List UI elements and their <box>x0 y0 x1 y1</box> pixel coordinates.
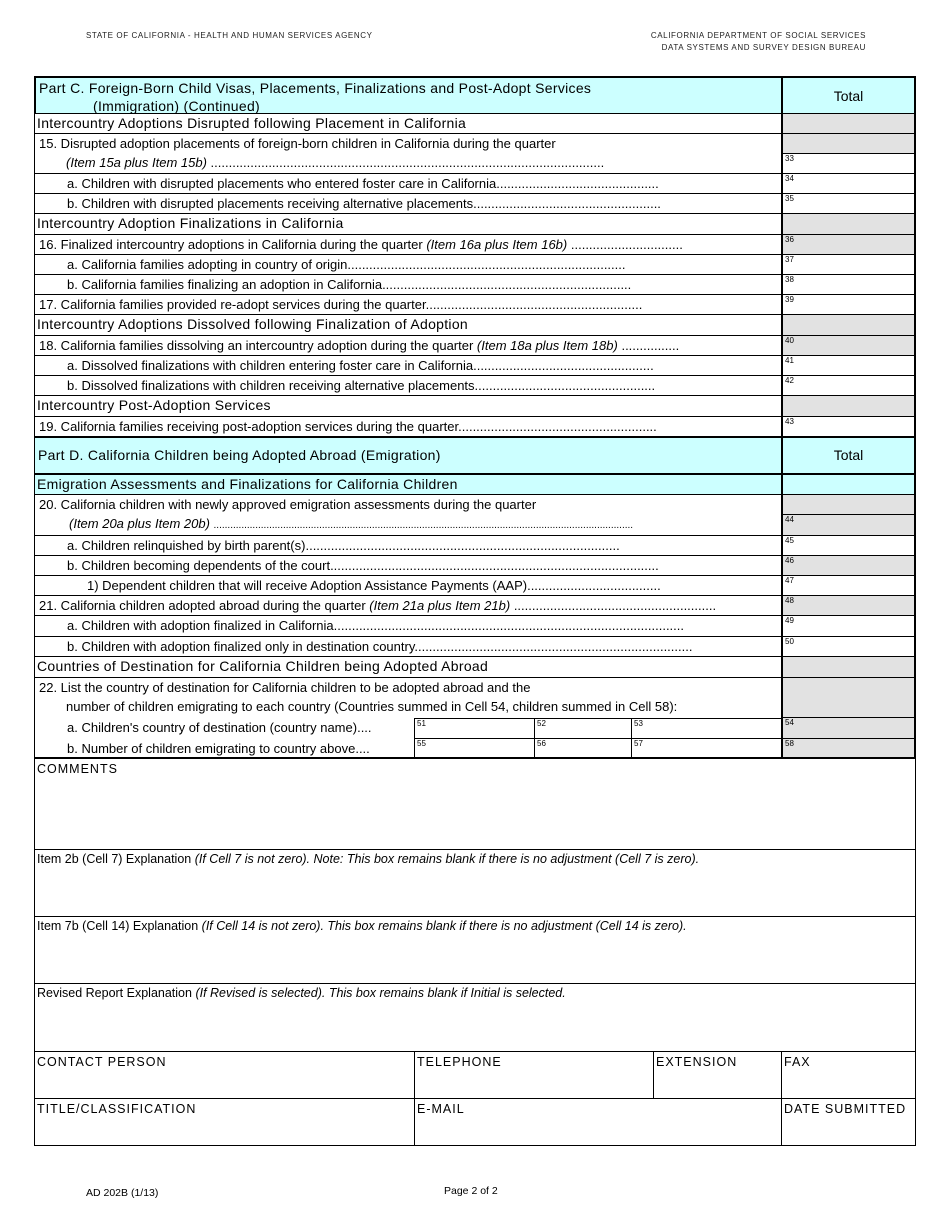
comments-box[interactable] <box>34 759 916 850</box>
department-name: CALIFORNIA DEPARTMENT OF SOCIAL SERVICES <box>650 31 866 40</box>
department-header <box>651 30 866 54</box>
item-17-text: 17. California families provided re-adopt services during the quarter <box>39 297 426 312</box>
item-15-line2: (Item 15a plus Item 15b) <box>66 155 207 170</box>
item-16 <box>34 235 916 255</box>
leader-dots: .... <box>357 720 372 735</box>
fax-label: FAX <box>784 1055 811 1069</box>
contact-person-field[interactable] <box>34 1052 414 1099</box>
cell-48[interactable] <box>781 596 916 616</box>
cell-41[interactable] <box>781 356 916 376</box>
extension-label: EXTENSION <box>656 1055 738 1069</box>
email-field[interactable] <box>414 1099 781 1146</box>
item-7b-explanation-box[interactable] <box>34 917 916 984</box>
item-16a-text: a. California families adopting in country of origin <box>67 257 348 272</box>
item-20a-text: a. Children relinquished by birth parent(s) <box>67 538 306 553</box>
section-disrupted-total-blank <box>781 114 916 134</box>
item-21-text: 21. California children adopted abroad during the quarter <box>39 598 370 613</box>
item-16-label <box>34 235 781 255</box>
cell-number: 56 <box>537 739 546 748</box>
item-17-label <box>34 295 781 315</box>
contact-row <box>34 1052 916 1099</box>
title-classification-label: TITLE/CLASSIFICATION <box>37 1102 197 1116</box>
leader-dots: ................................................................................................. <box>333 618 685 633</box>
cell-57[interactable] <box>632 739 781 759</box>
leader-dots: ..................................... <box>527 578 661 593</box>
email-label: E-MAIL <box>417 1102 465 1116</box>
cell-number: 35 <box>785 194 794 203</box>
part-d-title: Part D. California Children being Adopted Abroad (Emigration) <box>34 438 781 475</box>
item-20-label <box>34 495 781 536</box>
item-16b-text: b. California families finalizing an adoption in California <box>67 277 383 292</box>
item-16b-label <box>34 275 781 295</box>
item-18b-text: b. Dissolved finalizations with children receiving alternative placements <box>67 378 475 393</box>
item-20b1 <box>34 576 916 596</box>
cell-number: 57 <box>634 739 643 748</box>
report-form <box>34 76 916 1146</box>
fax-field[interactable] <box>781 1052 916 1099</box>
item-21a-text: a. Children with adoption finalized in California <box>67 618 334 633</box>
item-22a-text: a. Children's country of destination (country name) <box>67 720 358 735</box>
cell-47[interactable] <box>781 576 916 596</box>
cell-number: 47 <box>785 576 794 585</box>
leader-dots: ....................................................... <box>458 419 657 434</box>
title-classification-field[interactable] <box>34 1099 414 1146</box>
item-20-blank <box>781 495 916 515</box>
item-20a <box>34 536 916 556</box>
item-7b-explanation-label: Item 7b (Cell 14) Explanation <box>37 919 202 933</box>
leader-dots: ............................................. <box>496 176 659 191</box>
item-22-line2: number of children emigrating to each country (Countries summed in Cell 54, children summed in Cell 58): <box>66 699 678 714</box>
cell-number: 50 <box>785 637 794 646</box>
cell-37[interactable] <box>781 255 916 275</box>
leader-dots: ............................................................ <box>425 297 643 312</box>
title-row <box>34 1099 916 1146</box>
leader-dots: ........................................................................................... <box>330 558 659 573</box>
cell-44[interactable] <box>781 515 916 536</box>
cell-number: 48 <box>785 596 794 605</box>
section-countries <box>34 657 916 678</box>
leader-dots: .... <box>355 741 370 756</box>
cell-51[interactable] <box>414 718 535 739</box>
item-22a-label <box>34 718 414 739</box>
item-22 <box>34 678 916 718</box>
part-c-title-line2: (Immigration) (Continued) <box>93 98 260 114</box>
part-c-total-header: Total <box>781 76 916 114</box>
cell-number: 54 <box>785 718 794 727</box>
cell-number: 38 <box>785 275 794 284</box>
item-19-label <box>34 417 781 438</box>
leader-dots: ........................................................ <box>513 598 717 613</box>
item-15b-text: b. Children with disrupted placements receiving alternative placements <box>67 196 474 211</box>
cell-number: 44 <box>785 515 794 524</box>
telephone-field[interactable] <box>414 1052 653 1099</box>
leader-dots: ............................................................................. <box>414 639 693 654</box>
cell-number: 37 <box>785 255 794 264</box>
cell-45[interactable] <box>781 536 916 556</box>
item-18b-label <box>34 376 781 396</box>
item-15a-text: a. Children with disrupted placements who entered foster care in California <box>67 176 497 191</box>
cell-34[interactable] <box>781 174 916 194</box>
item-18a-label <box>34 356 781 376</box>
item-21a <box>34 616 916 637</box>
cell-43[interactable] <box>781 417 916 438</box>
cell-52[interactable] <box>535 718 632 739</box>
section-emigration <box>34 475 916 495</box>
cell-number: 40 <box>785 336 794 345</box>
section-finalizations-title: Intercountry Adoption Finalizations in California <box>34 214 781 235</box>
section-emigration-title: Emigration Assessments and Finalizations for California Children <box>34 475 781 495</box>
item-19 <box>34 417 916 438</box>
revised-report-explanation-note: (If Revised is selected). This box remains blank if Initial is selected. <box>195 986 566 1000</box>
item-20-line1: 20. California children with newly approved emigration assessments during the quarter <box>39 497 537 512</box>
item-21 <box>34 596 916 616</box>
extension-field[interactable] <box>653 1052 781 1099</box>
leader-dots: ................ <box>621 338 680 353</box>
cell-36[interactable] <box>781 235 916 255</box>
revised-report-explanation-label: Revised Report Explanation <box>37 986 196 1000</box>
cell-49[interactable] <box>781 616 916 637</box>
telephone-label: TELEPHONE <box>417 1055 502 1069</box>
item-2b-explanation-note: (If Cell 7 is not zero). Note: This box remains blank if there is no adjustment (Cell 7 is zero). <box>194 852 700 866</box>
cell-number: 46 <box>785 556 794 565</box>
bureau-name: DATA SYSTEMS AND SURVEY DESIGN BUREAU <box>661 43 866 52</box>
cell-54[interactable] <box>781 718 916 739</box>
cell-number: 41 <box>785 356 794 365</box>
section-dissolved-title: Intercountry Adoptions Dissolved following Finalization of Adoption <box>34 315 781 336</box>
item-2b-explanation-box[interactable] <box>34 850 916 917</box>
item-18a-text: a. Dissolved finalizations with children entering foster care in California <box>67 358 474 373</box>
leader-dots: ....................................................................................... <box>305 538 620 553</box>
date-submitted-label: DATE SUBMITTED <box>784 1102 907 1116</box>
item-22-label <box>34 678 781 718</box>
cell-35[interactable] <box>781 194 916 214</box>
item-22a <box>34 718 916 739</box>
section-dissolved <box>34 315 916 336</box>
cell-number: 36 <box>785 235 794 244</box>
item-15b-label <box>34 194 781 214</box>
part-d-header <box>34 438 916 475</box>
comments-label: COMMENTS <box>37 762 118 776</box>
item-20b1-text: 1) Dependent children that will receive Adoption Assistance Payments (AAP) <box>87 578 528 593</box>
agency-header: STATE OF CALIFORNIA - HEALTH AND HUMAN SERVICES AGENCY <box>86 31 373 40</box>
leader-dots: .................................................. <box>474 378 656 393</box>
item-20b-text: b. Children becoming dependents of the court <box>67 558 331 573</box>
item-22b-text: b. Number of children emigrating to country above <box>67 741 356 756</box>
item-21-label <box>34 596 781 616</box>
item-16a <box>34 255 916 275</box>
item-18a <box>34 356 916 376</box>
date-submitted-field[interactable] <box>781 1099 916 1146</box>
item-16b <box>34 275 916 295</box>
cell-42[interactable] <box>781 376 916 396</box>
item-22-blank <box>781 678 916 718</box>
item-20-line2: (Item 20a plus Item 20b) <box>69 516 210 531</box>
cell-number: 42 <box>785 376 794 385</box>
leader-dots: ............................... <box>570 237 683 252</box>
section-emigration-total-blank <box>781 475 916 495</box>
item-21b <box>34 637 916 657</box>
item-18-label <box>34 336 781 356</box>
page-number: Page 2 of 2 <box>444 1185 498 1197</box>
item-15-label <box>34 134 781 174</box>
leader-dots: ..................................................................... <box>382 277 632 292</box>
item-18-text: 18. California families dissolving an intercountry adoption during the quarter <box>39 338 477 353</box>
section-countries-total-blank <box>781 657 916 678</box>
item-20a-label <box>34 536 781 556</box>
item-16-text: 16. Finalized intercountry adoptions in California during the quarter <box>39 237 427 252</box>
cell-number: 43 <box>785 417 794 426</box>
section-post-adoption-total-blank <box>781 396 916 417</box>
item-20b <box>34 556 916 576</box>
item-20 <box>34 495 916 536</box>
form-id: AD 202B (1/13) <box>86 1187 159 1199</box>
item-20b1-label <box>34 576 781 596</box>
cell-58[interactable] <box>781 739 916 759</box>
cell-55[interactable] <box>414 739 535 759</box>
cell-38[interactable] <box>781 275 916 295</box>
part-c-header <box>34 76 916 114</box>
cell-number: 39 <box>785 295 794 304</box>
item-21b-text: b. Children with adoption finalized only in destination country <box>67 639 415 654</box>
item-18-italic: (Item 18a plus Item 18b) <box>476 338 618 353</box>
item-15b <box>34 194 916 214</box>
cell-number: 52 <box>537 719 546 728</box>
item-21a-label <box>34 616 781 637</box>
section-finalizations <box>34 214 916 235</box>
section-disrupted-title: Intercountry Adoptions Disrupted following Placement in California <box>34 114 781 134</box>
leader-dots: ............................................................................................................. <box>210 155 605 170</box>
leader-dots: .................................................. <box>473 358 654 373</box>
section-finalizations-total-blank <box>781 214 916 235</box>
leader-dots: ....................................................................................................................................................... <box>213 520 634 531</box>
item-2b-explanation-label: Item 2b (Cell 7) Explanation <box>37 852 195 866</box>
cell-46[interactable] <box>781 556 916 576</box>
contact-person-label: CONTACT PERSON <box>37 1055 167 1069</box>
item-18b <box>34 376 916 396</box>
item-21b-label <box>34 637 781 657</box>
cell-number: 53 <box>634 719 643 728</box>
cell-number: 49 <box>785 616 794 625</box>
cell-56[interactable] <box>535 739 632 759</box>
cell-40[interactable] <box>781 336 916 356</box>
part-c-title-line1: Part C. Foreign-Born Child Visas, Placements, Finalizations and Post-Adopt Services <box>39 80 592 96</box>
part-c-title <box>34 76 781 114</box>
cell-number: 33 <box>785 154 794 163</box>
leader-dots: .................................................... <box>473 196 661 211</box>
item-21-italic: (Item 21a plus Item 21b) <box>369 598 511 613</box>
item-22b <box>34 739 916 759</box>
cell-number: 58 <box>785 739 794 748</box>
cell-53[interactable] <box>632 718 781 739</box>
item-19-text: 19. California families receiving post-adoption services during the quarter <box>39 419 459 434</box>
item-7b-explanation-note: (If Cell 14 is not zero). This box remains blank if there is no adjustment (Cell 14 is zero). <box>201 919 687 933</box>
item-16a-label <box>34 255 781 275</box>
item-15a <box>34 174 916 194</box>
item-22b-label <box>34 739 414 759</box>
section-disrupted <box>34 114 916 134</box>
cell-number: 45 <box>785 536 794 545</box>
section-countries-title: Countries of Destination for California Children being Adopted Abroad <box>34 657 781 678</box>
cell-number: 34 <box>785 174 794 183</box>
item-17 <box>34 295 916 315</box>
cell-39[interactable] <box>781 295 916 315</box>
item-15-line1: 15. Disrupted adoption placements of foreign-born children in California during the quarter <box>39 136 556 151</box>
section-dissolved-total-blank <box>781 315 916 336</box>
item-16-italic: (Item 16a plus Item 16b) <box>426 237 568 252</box>
item-15-blank <box>781 134 916 154</box>
leader-dots: ............................................................................. <box>347 257 626 272</box>
cell-number: 55 <box>417 739 426 748</box>
section-post-adoption-title: Intercountry Post-Adoption Services <box>34 396 781 417</box>
part-d-total-header: Total <box>781 438 916 475</box>
cell-33[interactable] <box>781 154 916 174</box>
item-18 <box>34 336 916 356</box>
item-15a-label <box>34 174 781 194</box>
item-15 <box>34 134 916 174</box>
item-20b-label <box>34 556 781 576</box>
item-22-line1: 22. List the country of destination for California children to be adopted abroad and the <box>39 680 531 695</box>
revised-report-explanation-box[interactable] <box>34 984 916 1052</box>
section-post-adoption <box>34 396 916 417</box>
cell-number: 51 <box>417 719 426 728</box>
cell-50[interactable] <box>781 637 916 657</box>
